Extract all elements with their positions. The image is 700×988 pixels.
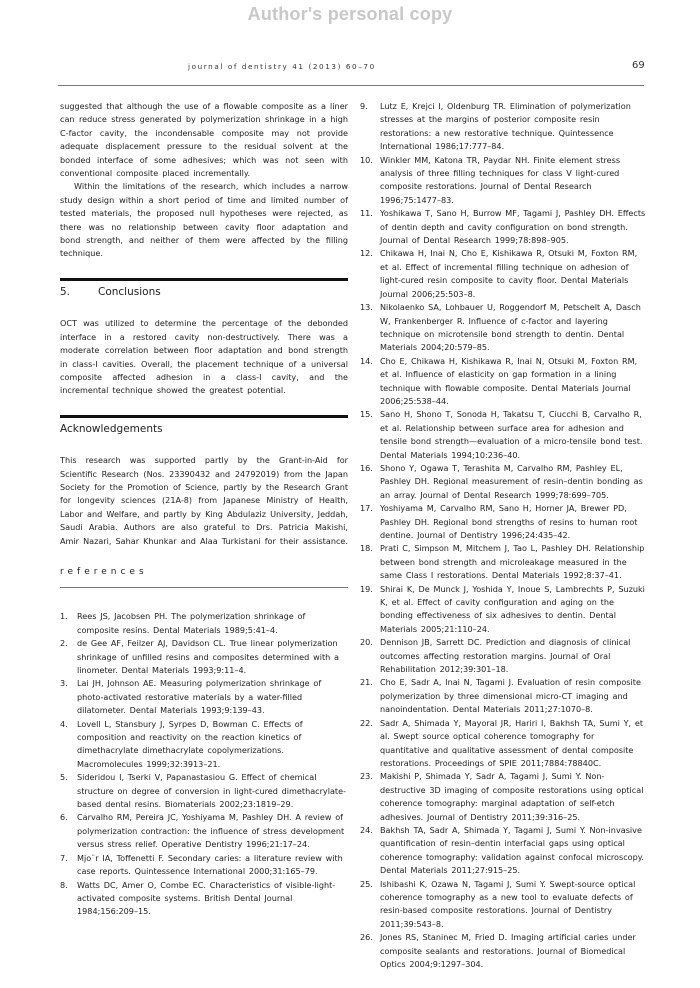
reference-text: Sadr A, Shimada Y, Mayoral JR, Hariri I, Bakhsh TA, Sumi Y, et al. Swept source optical coherence tomography for quantitative and qualitative assessment of dental composite restorations. Proceedings of SPIE 2011;7884:78840C. — [380, 717, 644, 768]
reference-number: 15. — [360, 409, 373, 420]
reference-number: 8. — [60, 879, 68, 890]
reference-item — [60, 637, 348, 677]
reference-item — [360, 247, 646, 301]
reference-text: Cho E, Chikawa H, Kishikawa R, Inai N, Otsuki M, Foxton RM, et al. Influence of elasticity on gap formation in a lining technique with flowable composite. Dental Materials Journal 2006;25:538–44. — [380, 355, 638, 406]
reference-number: 26. — [360, 932, 373, 943]
reference-text: Mjo¨r IA, Toffenetti F. Secondary caries: a literature review with case reports. Quintessence International 2000;31:165–79. — [77, 852, 343, 877]
reference-text: de Gee AF, Feilzer AJ, Davidson CL. True linear polymerization shrinkage of unfilled resins and composites determined with a linometer. Dental Materials 1993;9:11–4. — [77, 638, 339, 675]
reference-number: 14. — [360, 355, 373, 366]
reference-number: 16. — [360, 462, 373, 473]
reference-number: 1. — [60, 611, 68, 622]
reference-text: Winkler MM, Katona TR, Paydar NH. Finite element stress analysis of three filling techniques for class V light-cured composite restorations. Journal of Dental Research 1996;75:1477–83. — [380, 154, 621, 205]
section-number: 5. — [60, 285, 71, 298]
reference-text: Jones RS, Staninec M, Fried D. Imaging artificial caries under composite sealants and restorations. Journal of Biomedical Optics 2004;9:1297–304. — [380, 932, 636, 969]
reference-text: Sano H, Shono T, Sonoda H, Takatsu T, Ciucchi B, Carvalho R, et al. Relationship between surface area for adhesion and tensile bond strength—evaluation of a micro-tensile bond test. Dental Materials 1994;10:236–40. — [380, 409, 643, 460]
reference-item — [360, 207, 646, 247]
watermark: Author's personal copy — [247, 4, 453, 24]
reference-text: Cho E, Sadr A, Inai N, Tagami J. Evaluation of resin composite polymerization by three dimensional micro-CT imaging and nanoindentation. Dental Materials 2011;27:1070–8. — [380, 677, 641, 715]
reference-item — [360, 878, 646, 932]
reference-text: Chikawa H, Inai N, Cho E, Kishikawa R, Otsuki M, Foxton RM, et al. Effect of incremental filling technique on adhesion of light-cured resin composite to cavity floor. Dental Materials Journal 2006;25:503–8. — [380, 248, 638, 299]
page-number: 69 — [632, 60, 645, 71]
reference-text: Ishibashi K, Ozawa N, Tagami J, Sumi Y. Swept-source optical coherence tomography as a new tool to evaluate defects of resin-based composite restorations. Journal of Dentistry 2011;39:543–8. — [380, 878, 636, 929]
conclusions-heading — [60, 286, 348, 299]
reference-number: 18. — [360, 543, 373, 554]
reference-item — [360, 154, 646, 208]
right-column — [360, 100, 646, 971]
reference-text: Lutz E, Krejci I, Oldenburg TR. Elimination of polymerization stresses at the margins of posterior composite resin restorations: a new restorative technique. Quintessence International 1986;17:777–84. — [380, 101, 631, 152]
reference-item — [360, 301, 646, 355]
reference-number: 13. — [360, 302, 373, 313]
reference-text: Yoshiyama M, Carvalho RM, Sano H, Horner JA, Brewer PD, Pashley DH. Regional bond strengths of resins to human root dentine. Journal of Dentistry 1996;24:435–42. — [380, 503, 638, 540]
reference-item — [360, 100, 646, 154]
reference-text: Shono Y, Ogawa T, Terashita M, Carvalho RM, Pashley EL, Pashley DH. Regional measurement of resin–dentin bonding as an array. Journal of Dental Research 1999;78:699–705. — [380, 462, 643, 500]
reference-number: 21. — [360, 677, 373, 688]
reference-item — [360, 542, 646, 582]
discussion-limitations-paragraph: Within the limitations of the research, which includes a narrow study design within a short period of time and limited number of tested materials, the proposed null hypotheses were rejected, as there was no relationship between cavity floor adaptation and bond strength, and neither of them were affected by the filling technique. — [60, 181, 348, 259]
reference-number: 4. — [60, 718, 68, 729]
reference-item — [360, 462, 646, 502]
reference-number: 11. — [360, 208, 373, 219]
reference-text: Lovell L, Stansbury J, Syrpes D, Bowman C. Effects of composition and reactivity on the reaction kinetics of dimethacrylate dimethacrylate copolymerizations. Macromolecules 1999;32:3913–21. — [77, 718, 303, 769]
reference-item — [360, 770, 646, 824]
reference-number: 25. — [360, 878, 373, 889]
reference-text: Prati C, Simpson M, Mitchem J, Tao L, Pashley DH. Relationship between bond strength and microleakage measured in the same Class I restorations. Dental Materials 1992;8:37–41. — [380, 543, 645, 581]
running-head: journal of dentistry 41 (2013) 60–70 — [188, 62, 376, 71]
section-rule — [60, 415, 348, 418]
reference-number: 24. — [360, 824, 373, 835]
reference-number: 7. — [60, 852, 68, 863]
reference-text: Watts DC, Amer O, Combe EC. Characteristics of visible-light-activated composite systems. British Dental Journal 1984;156:209–15. — [77, 879, 336, 917]
reference-item — [360, 636, 646, 676]
reference-number: 22. — [360, 717, 373, 728]
reference-text: Bakhsh TA, Sadr A, Shimada Y, Tagami J, Sumi Y. Non-invasive quantification of resin–dentin interfacial gaps using optical coherence tomography: validation against confocal microscopy. Dental Materials 2011;27:915–25. — [380, 824, 644, 876]
reference-item — [360, 676, 646, 716]
reference-item — [360, 931, 646, 971]
reference-item — [60, 718, 348, 772]
reference-list-right — [360, 100, 646, 971]
reference-item — [60, 852, 348, 879]
reference-item — [60, 811, 348, 851]
reference-number: 17. — [360, 503, 373, 514]
reference-text: Sideridou I, Tserki V, Papanastasiou G. Effect of chemical structure on degree of conversion in light-cured dimethacrylate-based dental resins. Biomaterials 2002;23:1819–29. — [77, 772, 347, 810]
references-heading: references — [60, 566, 148, 577]
reference-item — [360, 355, 646, 409]
reference-number: 19. — [360, 583, 373, 594]
reference-text: Makishi P, Shimada Y, Sadr A, Tagami J, Sumi Y. Non-destructive 3D imaging of composite restorations using optical coherence tomography: marginal adaptation of self-etch adhesives. Journal of Dentistry 2011;39:316–25. — [380, 771, 644, 822]
reference-number: 5. — [60, 772, 68, 783]
header-rule — [58, 85, 644, 86]
reference-number: 20. — [360, 637, 373, 648]
reference-item — [360, 502, 646, 542]
reference-item — [60, 610, 348, 637]
acknowledgements-heading: Acknowledgements — [60, 422, 163, 435]
reference-number: 23. — [360, 771, 373, 782]
discussion-paragraph: suggested that although the use of a flowable composite as a liner can reduce stress generated by polymerization shrinkage in a high C-factor cavity, the incondensable composite may not provide adequate displacement pressure to the residual solvent at the bonded interface of some adhesives; which was not seen with conventional composite placed incrementally. — [60, 101, 348, 179]
reference-item — [60, 771, 348, 811]
reference-text: Shirai K, De Munck J, Yoshida Y, Inoue S, Lambrechts P, Suzuki K, et al. Effect of cavity configuration and aging on the bonding effectiveness of six adhesives to dentin. Dental Materials 2005;21:110–24. — [380, 583, 645, 634]
references-rule — [60, 587, 348, 588]
reference-text: Lai JH, Johnson AE. Measuring polymerization shrinkage of photo-activated restorative materials by a water-filled dilatometer. Dental Materials 1993;9:139–43. — [77, 678, 322, 716]
reference-text: Dennison JB, Sarrett DC. Prediction and diagnosis of clinical outcomes affecting restoration margins. Journal of Oral Rehabilitation 2012;39:301–18. — [380, 637, 631, 675]
reference-text: Yoshikawa T, Sano H, Burrow MF, Tagami J, Pashley DH. Effects of dentin depth and cavity configuration on bond strength. Journal of Dental Research 1999;78:898–905. — [380, 208, 646, 246]
reference-number: 12. — [360, 248, 373, 259]
section-rule — [60, 278, 348, 281]
reference-item — [60, 879, 348, 919]
reference-item — [60, 677, 348, 717]
reference-list-left — [60, 610, 348, 918]
reference-text: Rees JS, Jacobsen PH. The polymerization shrinkage of composite resins. Dental Materials 1989;5:41–4. — [77, 611, 306, 635]
section-title: Conclusions — [98, 285, 161, 298]
reference-number: 2. — [60, 638, 68, 649]
reference-number: 9. — [360, 101, 368, 111]
left-column — [60, 100, 348, 919]
acknowledgements-paragraph: This research was supported partly by the Grant-in-Aid for Scientific Research (Nos. 23390432 and 24792019) from the Japan Society for the Promotion of Science, partly by the Research Grant for longevity sciences (21A-8) from Japanese Ministry of Health, Labor and Welfare, and partly by King Abdulaziz University, Jeddah, Saudi Arabia. Authors are also grateful to Drs. Patricia Makishi, Amir Nazari, Sahar Khunkar and Alaa Turkistani for their assistance. — [60, 455, 348, 546]
reference-item — [360, 824, 646, 878]
conclusions-paragraph: OCT was utilized to determine the percentage of the debonded interface in a restored cavity non-destructively. There was a moderate correlation between floor adaptation and bond strength in class-I cavities. Overall, the placement technique of a universal composite affected adhesion in a class-I cavity, and the incremental technique showed the greatest potential. — [60, 318, 348, 396]
reference-number: 6. — [60, 812, 68, 823]
reference-item — [360, 717, 646, 771]
reference-text: Carvalho RM, Pereira JC, Yoshiyama M, Pashley DH. A review of polymerization contraction: the influence of stress development versus stress relief. Operative Dentistry 1996;21:17–24. — [77, 812, 345, 850]
reference-number: 10. — [360, 154, 373, 165]
reference-item — [360, 408, 646, 462]
reference-text: Nikolaenko SA, Lohbauer U, Roggendorf M, Petschelt A, Dasch W, Frankenberger R. Influence of c-factor and layering technique on microtensile bond strength to dentin. Dental Materials 2004;20:579–85. — [380, 302, 641, 353]
reference-item — [360, 583, 646, 637]
reference-number: 3. — [60, 678, 68, 689]
